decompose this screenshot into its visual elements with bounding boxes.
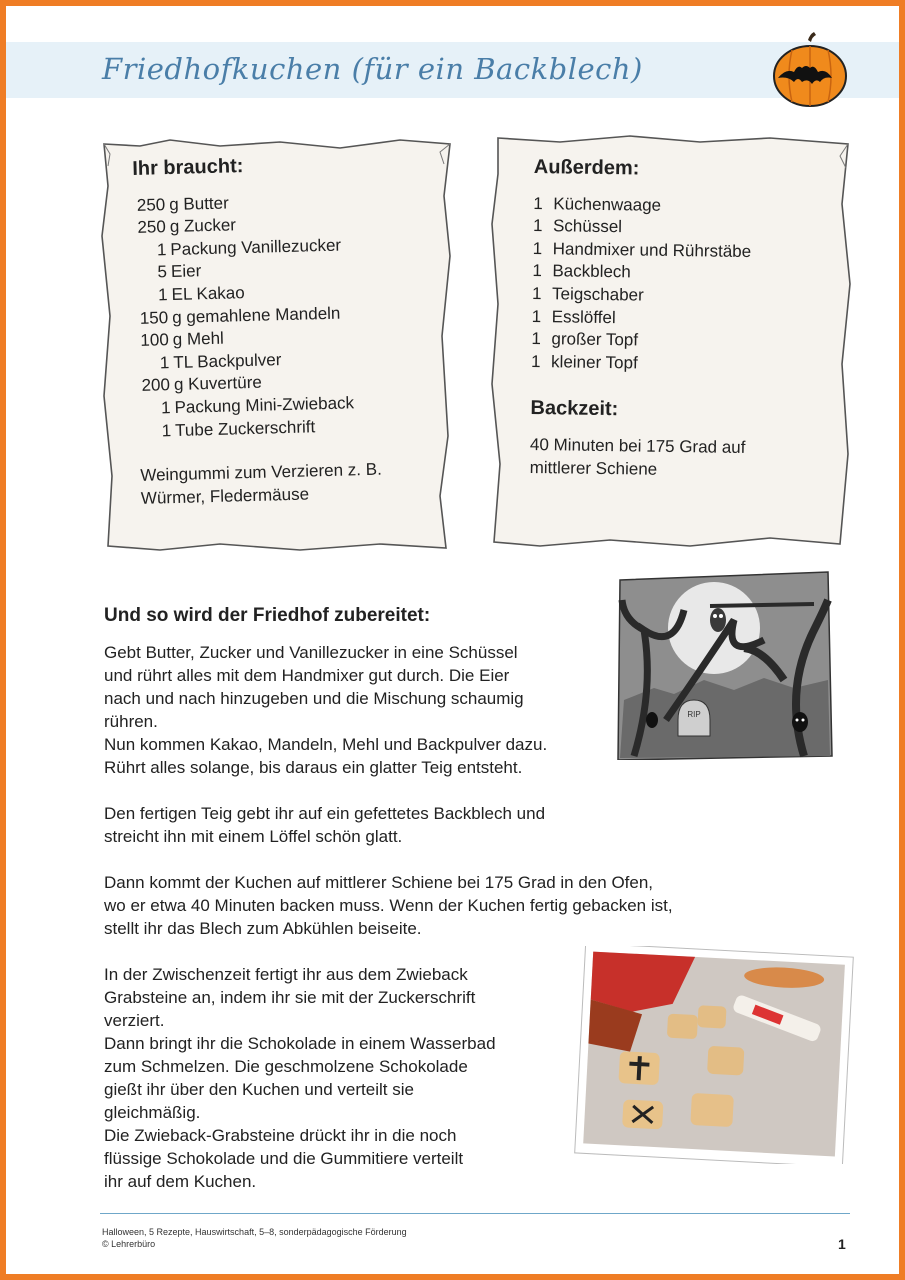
ingredient-qty: 100 — [140, 330, 170, 350]
footer — [102, 1226, 407, 1250]
ingredient-qty: 5 — [157, 262, 168, 282]
tool-row — [531, 351, 841, 378]
tool-text: Backblech — [552, 261, 631, 282]
tool-qty: 1 — [532, 216, 543, 236]
ingredient-qty: 1 — [160, 398, 171, 418]
backzeit-heading: Backzeit: — [530, 397, 619, 421]
tool-qty: 1 — [532, 238, 543, 258]
ingredient-text: g Butter — [168, 193, 229, 214]
tool-qty: 1 — [531, 306, 542, 326]
ingredients-content — [132, 150, 451, 510]
steps-heading: Und so wird der Friedhof zubereitet: — [104, 605, 431, 626]
ingredient-qty: 200 — [141, 375, 171, 396]
ingredient-text: EL Kakao — [171, 283, 245, 304]
tool-text: Teigschaber — [551, 284, 644, 305]
tool-qty: 1 — [531, 283, 542, 304]
ingredients-note: Weingummi zum Verzieren z. B. Würmer, Fledermäuse — [140, 459, 383, 508]
tool-qty: 1 — [531, 329, 542, 349]
ingredient-text: Eier — [170, 261, 202, 282]
cake-photo — [570, 946, 856, 1164]
footer-source: Halloween, 5 Rezepte, Hauswirtschaft, 5–8, sonderpädagogische Förderung — [102, 1227, 407, 1237]
tool-qty: 1 — [531, 351, 541, 371]
step-paragraph: In der Zwischenzeit fertigt ihr aus dem Zwieback Grabsteine an, indem ihr sie mit der Zuckerschrift verziert. Dann bringt ihr die Schokolade in einem Wasserbad zum Schmelzen. Die geschmolzene Schokolade gießt ihr über den Kuchen und verteilt sie gleichmäßig. Die Zwieback-Grabsteine drückt ihr in die noch flüssige Schokolade und die Gummitiere verteilt ihr auf dem Kuchen. — [104, 965, 496, 1191]
ingredient-qty: 1 — [161, 420, 172, 440]
ingredient-qty: 1 — [156, 239, 167, 260]
pumpkin-bat-icon — [770, 30, 850, 110]
page-title: Friedhofkuchen (für ein Backblech) — [102, 52, 643, 86]
step-paragraph: Dann kommt der Kuchen auf mittlerer Schiene bei 175 Grad in den Ofen, wo er etwa 40 Minuten backen muss. Wenn der Kuchen fertig gebacken ist, stellt ihr das Blech zum Abkühlen beiseite. — [104, 873, 673, 938]
ingredient-qty: 1 — [157, 285, 168, 305]
tools-card — [490, 134, 852, 550]
tool-text: kleiner Topf — [550, 352, 638, 373]
footer-divider — [100, 1213, 850, 1214]
tools-content — [529, 156, 843, 483]
ingredient-text: TL Backpulver — [173, 349, 282, 372]
step-paragraph: Gebt Butter, Zucker und Vanillezucker in eine Schüssel und rührt alles mit dem Handmixer gut durch. Die Eier nach und nach hinzugeben und die Mischung schaumig rühren. Nun kommen Kakao, Mandeln, Mehl und Backpulver dazu. Rührt alles solange, bis daraus ein glatter Teig entsteht. — [104, 643, 548, 777]
tool-qty: 1 — [532, 261, 542, 281]
step-paragraph: Den fertigen Teig gebt ihr auf ein gefettetes Backblech und streicht ihn mit einem Löffel schön glatt. — [104, 804, 546, 846]
ingredients-heading: Ihr braucht: — [132, 155, 244, 180]
ingredient-qty: 250 — [136, 194, 166, 215]
ingredient-text: Packung Mini-Zwieback — [174, 393, 355, 417]
ingredient-text: g Kuvertüre — [173, 373, 263, 395]
ingredient-text: g gemahlene Mandeln — [171, 303, 341, 327]
tool-text: Küchenwaage — [553, 193, 662, 215]
tombstone-text: RIP — [687, 710, 701, 719]
ingredient-text: g Zucker — [169, 215, 237, 237]
tools-heading: Außerdem: — [533, 156, 640, 180]
ingredient-text: Tube Zuckerschrift — [174, 416, 316, 440]
ingredient-qty: 250 — [137, 217, 167, 238]
ingredient-text: Packung Vanillezucker — [170, 235, 342, 259]
footer-copyright: © Lehrerbüro — [102, 1239, 156, 1249]
page-number: 1 — [838, 1236, 846, 1252]
ingredient-qty: 150 — [139, 307, 169, 328]
tool-text: Handmixer und Rührstäbe — [552, 239, 752, 261]
tool-text: Schüssel — [552, 216, 623, 237]
ingredients-card — [100, 136, 454, 554]
ingredient-qty: 1 — [159, 352, 170, 373]
backzeit-text: 40 Minuten bei 175 Grad auf mittlerer Schiene — [529, 434, 746, 479]
tool-text: Esslöffel — [551, 306, 616, 327]
tool-qty: 1 — [533, 193, 543, 213]
graveyard-illustration — [614, 570, 834, 760]
ingredient-text: g Mehl — [172, 328, 225, 350]
tool-text: großer Topf — [551, 329, 639, 350]
